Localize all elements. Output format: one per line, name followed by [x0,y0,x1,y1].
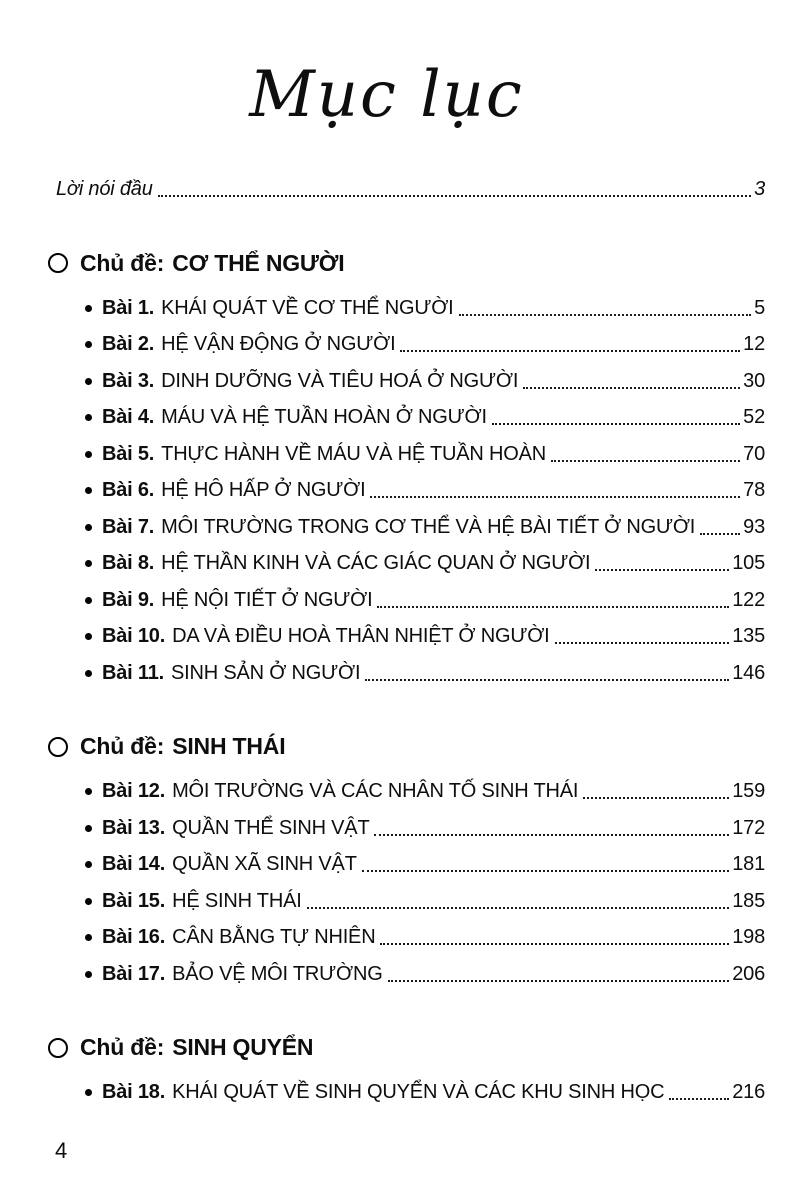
toc-item-title: CÂN BẰNG TỰ NHIÊN [172,926,376,949]
toc-item-title: KHÁI QUÁT VỀ SINH QUYỂN VÀ CÁC KHU SINH HỌC [172,1081,665,1104]
preface-page-number: 3 [754,178,765,201]
toc-item-page: 12 [743,333,765,356]
toc-item [48,840,765,877]
section-heading-name: SINH QUYỂN [172,1034,314,1061]
dot-leader [158,195,751,197]
toc-item-title: MÁU VÀ HỆ TUẦN HOÀN Ở NGƯỜI [161,406,487,429]
toc-item-page: 206 [732,962,765,985]
dot-leader [362,870,730,872]
toc-item-title: MÔI TRƯỜNG VÀ CÁC NHÂN TỐ SINH THÁI [172,780,579,803]
toc-item [48,502,765,539]
page-title: Mục lục [249,58,524,132]
toc-item-title: MÔI TRƯỜNG TRONG CƠ THỂ VÀ HỆ BÀI TIẾT Ở NGƯỜI [161,515,696,538]
toc-item-page: 172 [732,816,765,839]
bullet-icon [85,597,92,604]
toc-item-page: 159 [732,780,765,803]
preface-row [56,167,765,201]
bullet-icon [85,670,92,677]
section-heading [48,727,765,767]
toc-item-label: Bài 4. [102,406,155,429]
bullet-icon [85,305,92,312]
dot-leader [459,314,752,316]
toc-item-label: Bài 9. [102,588,155,611]
circle-bullet-icon [48,737,68,757]
toc-item-page: 52 [743,406,765,429]
bullet-icon [85,788,92,795]
toc-item-label: Bài 16. [102,926,166,949]
bullet-icon [85,451,92,458]
toc-item [48,648,765,685]
section-co-the-nguoi [48,243,765,685]
toc-item [48,803,765,840]
dot-leader [380,943,729,945]
toc-item-title: HỆ VẬN ĐỘNG Ở NGƯỜI [161,333,396,356]
dot-leader [595,569,729,571]
preface-label: Lời nói đầu [56,178,153,201]
toc-item-page: 198 [732,926,765,949]
bullet-icon [85,934,92,941]
toc-item-page: 135 [732,625,765,648]
toc-item [48,539,765,576]
toc-item-title: QUẦN XÃ SINH VẬT [172,853,357,876]
toc-item-label: Bài 6. [102,479,155,502]
dot-leader [523,387,740,389]
section-heading-prefix: Chủ đề: [80,1034,165,1061]
toc-item [48,575,765,612]
toc-item-label: Bài 18. [102,1081,166,1104]
toc-item-title: HỆ HÔ HẤP Ở NGƯỜI [161,479,366,502]
toc-item-title: SINH SẢN Ở NGƯỜI [170,661,361,684]
bullet-icon [85,341,92,348]
toc-item-page: 216 [732,1081,765,1104]
section-heading-prefix: Chủ đề: [80,733,165,760]
dot-leader [583,797,729,799]
circle-bullet-icon [48,1038,68,1058]
toc-item-label: Bài 13. [102,816,166,839]
dot-leader [374,834,729,836]
circle-bullet-icon [48,253,68,273]
toc-item-label: Bài 8. [102,552,155,575]
dot-leader [370,496,740,498]
section-sinh-quyen [48,1028,765,1105]
toc-item-page: 70 [743,442,765,465]
dot-leader [377,606,729,608]
toc-item-label: Bài 15. [102,889,166,912]
toc-item [48,283,765,320]
toc-item-title: BẢO VỆ MÔI TRƯỜNG [172,962,383,985]
toc-item-page: 185 [732,889,765,912]
toc-item [48,612,765,649]
toc-item-label: Bài 12. [102,780,166,803]
dot-leader [669,1098,729,1100]
bullet-icon [85,378,92,385]
toc-item-title: THỰC HÀNH VỀ MÁU VÀ HỆ TUẦN HOÀN [161,442,546,465]
toc-item-label: Bài 11. [102,661,164,684]
toc-item-page: 93 [743,515,765,538]
toc-item-title: KHÁI QUÁT VỀ CƠ THỂ NGƯỜI [161,296,454,319]
toc-item [48,949,765,986]
dot-leader [555,642,730,644]
bullet-icon [85,487,92,494]
toc-item-title: HỆ SINH THÁI [172,889,302,912]
toc-item-label: Bài 10. [102,625,166,648]
toc-item [48,356,765,393]
toc-item-page: 30 [743,369,765,392]
dot-leader [365,679,729,681]
toc-item-label: Bài 7. [102,515,155,538]
bullet-icon [85,898,92,905]
toc-item [48,913,765,950]
section-heading-prefix: Chủ đề: [80,249,165,276]
toc-item-title: HỆ NỘI TIẾT Ở NGƯỜI [161,588,373,611]
bullet-icon [85,524,92,531]
dot-leader [551,460,740,462]
toc-item [48,320,765,357]
table-of-contents [48,167,765,1104]
toc-item-page: 146 [732,661,765,684]
bullet-icon [85,1089,92,1096]
toc-item-title: DA VÀ ĐIỀU HOÀ THÂN NHIỆT Ở NGƯỜI [172,625,550,648]
section-heading [48,243,765,283]
bullet-icon [85,633,92,640]
bullet-icon [85,861,92,868]
toc-item [48,429,765,466]
toc-item-label: Bài 3. [102,369,155,392]
dot-leader [700,533,740,535]
toc-item-title: DINH DƯỠNG VÀ TIÊU HOÁ Ở NGƯỜI [161,369,519,392]
dot-leader [492,423,740,425]
toc-item-label: Bài 17. [102,962,166,985]
toc-item-label: Bài 5. [102,442,155,465]
toc-item-label: Bài 1. [102,296,155,319]
toc-item-page: 181 [732,853,765,876]
toc-item-page: 5 [754,296,765,319]
toc-item-title: HỆ THẦN KINH VÀ CÁC GIÁC QUAN Ở NGƯỜI [161,552,591,575]
section-heading-name: SINH THÁI [172,733,286,760]
folio-page-number: 4 [55,1138,68,1163]
toc-item-title: QUẦN THỂ SINH VẬT [172,816,370,839]
bullet-icon [85,560,92,567]
toc-item-page: 105 [732,552,765,575]
toc-item-label: Bài 14. [102,853,166,876]
toc-item [48,1068,765,1105]
section-sinh-thai [48,727,765,986]
section-heading [48,1028,765,1068]
dot-leader [307,907,730,909]
toc-item-label: Bài 2. [102,333,155,356]
section-heading-name: CƠ THỂ NGƯỜI [172,249,345,276]
toc-item [48,876,765,913]
toc-item [48,767,765,804]
bullet-icon [85,825,92,832]
bullet-icon [85,971,92,978]
toc-item-page: 122 [732,588,765,611]
dot-leader [400,350,740,352]
bullet-icon [85,414,92,421]
toc-item [48,393,765,430]
toc-item-page: 78 [743,479,765,502]
toc-item [48,466,765,503]
dot-leader [388,980,730,982]
